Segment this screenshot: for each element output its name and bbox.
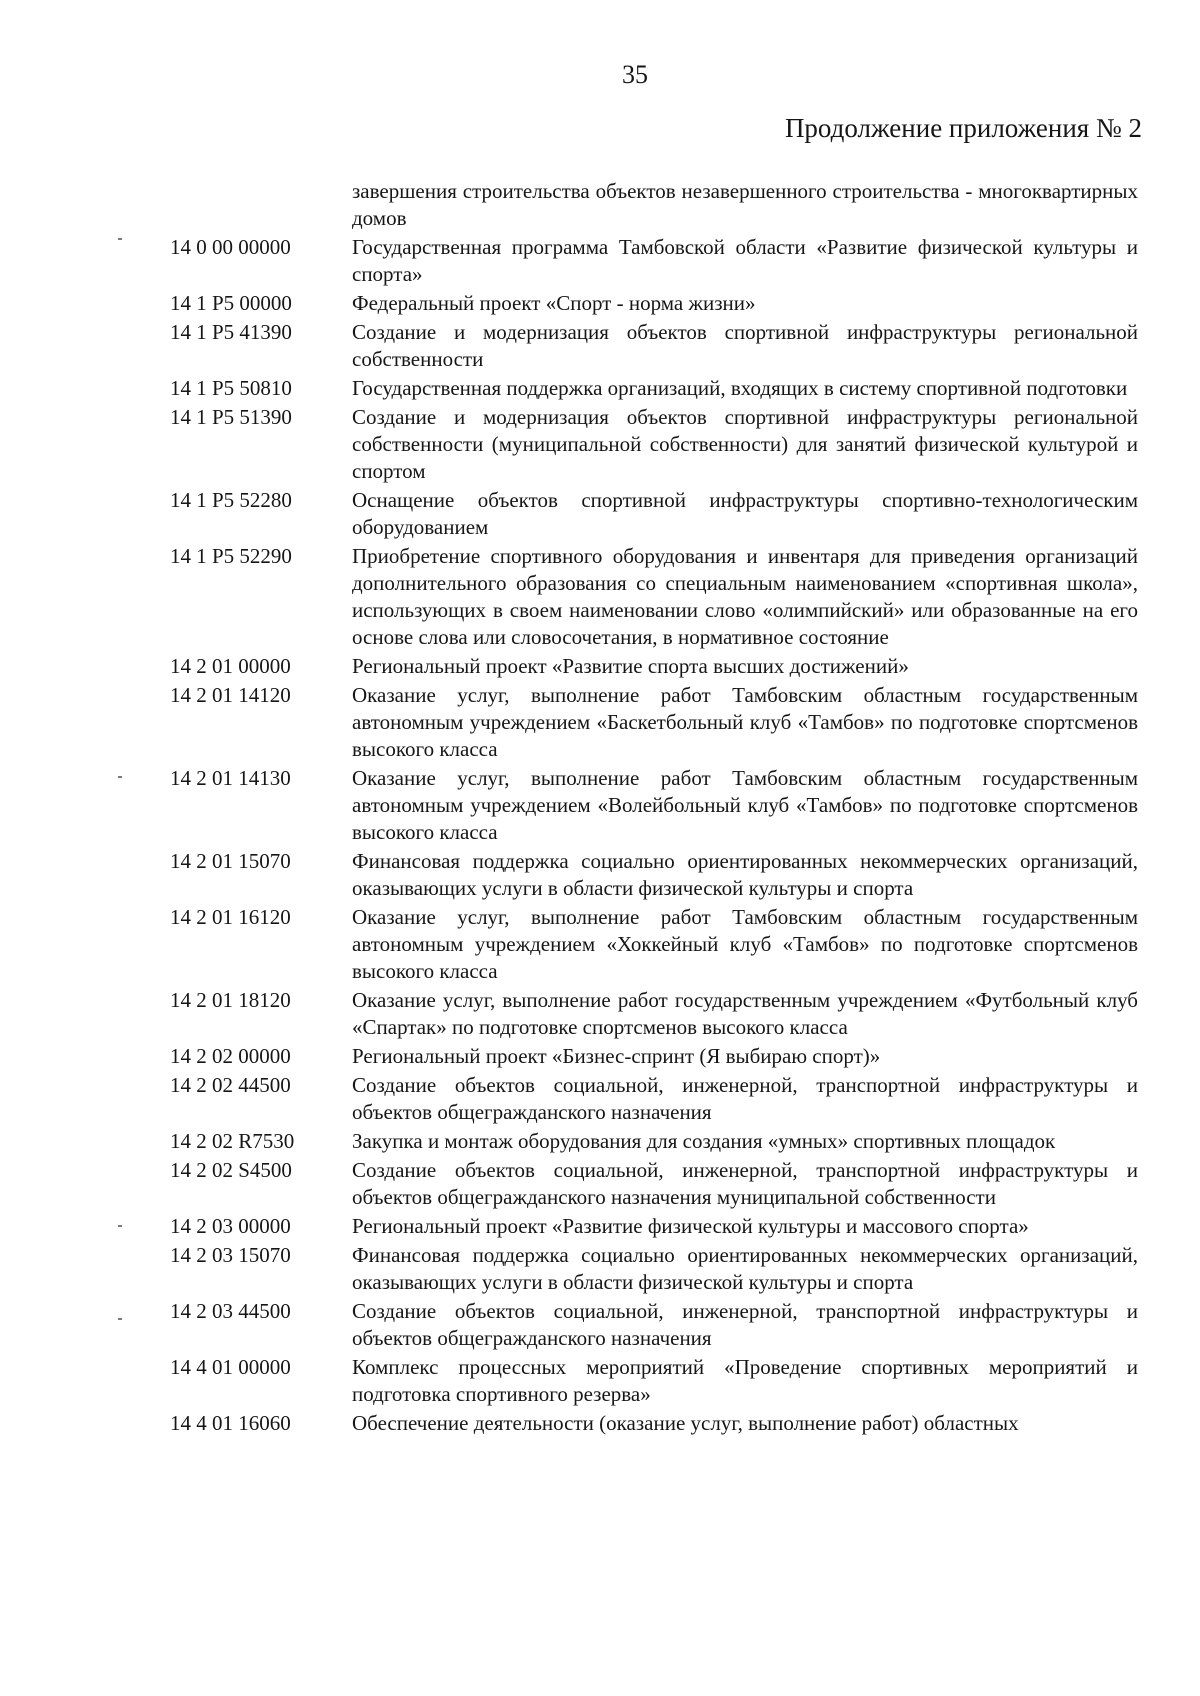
entry-description: Региональный проект «Развитие спорта высших достижений» [352, 654, 909, 678]
entry-code: 14 2 01 14130 [170, 766, 291, 790]
entry-description: Закупка и монтаж оборудования для создания «умных» спортивных площадок [352, 1129, 1056, 1153]
entry-code: 14 2 01 14120 [170, 683, 291, 707]
entry-code: 14 2 02 S4500 [170, 1158, 292, 1182]
entry-code: 14 1 P5 41390 [170, 320, 292, 344]
entry-code: 14 2 03 15070 [170, 1243, 291, 1267]
list-item [170, 653, 1138, 680]
entry-description: Региональный проект «Бизнес-спринт (Я выбираю спорт)» [352, 1044, 881, 1068]
entry-code: 14 2 03 00000 [170, 1214, 291, 1238]
entry-description: Оказание услуг, выполнение работ государственным учреждением «Футбольный клуб «Спартак» по подготовке спортсменов высокого класса [352, 988, 1138, 1039]
list-item [170, 904, 1138, 985]
entry-code: 14 2 02 00000 [170, 1044, 291, 1068]
entry-description: Приобретение спортивного оборудования и инвентаря для приведения организаций дополнительного образования со специальным наименованием «спортивная школа», использующих в своем наименовании слово «олимпийский» или образованные на его основе слова или словосочетания, в нормативное состояние [352, 544, 1138, 649]
list-item [170, 765, 1138, 846]
list-item [170, 1157, 1138, 1211]
entry-description: Обеспечение деятельности (оказание услуг, выполнение работ) областных [352, 1411, 1019, 1435]
entry-code: 14 2 01 18120 [170, 988, 291, 1012]
entry-description: Комплекс процессных мероприятий «Проведение спортивных мероприятий и подготовка спортивного резерва» [352, 1355, 1138, 1406]
entry-description: Финансовая поддержка социально ориентированных некоммерческих организаций, оказывающих услуги в области физической культуры и спорта [352, 1243, 1138, 1294]
list-item [170, 404, 1138, 485]
list-item [170, 543, 1138, 651]
entry-code: 14 1 P5 00000 [170, 291, 292, 315]
entry-description: Государственная программа Тамбовской области «Развитие физической культуры и спорта» [352, 235, 1138, 286]
list-item [170, 1072, 1138, 1126]
entry-code: 14 2 02 44500 [170, 1073, 291, 1097]
entry-description: Создание и модернизация объектов спортивной инфраструктуры региональной собственности (муниципальной собственности) для занятий физической культурой и спортом [352, 405, 1138, 483]
entry-description: завершения строительства объектов незавершенного строительства - многоквартирных домов [352, 179, 1138, 230]
classification-list [170, 178, 1138, 1439]
entry-code: 14 1 P5 50810 [170, 376, 292, 400]
entry-code: 14 2 03 44500 [170, 1299, 291, 1323]
entry-code: 14 2 02 R7530 [170, 1129, 295, 1153]
entry-code: 14 1 P5 52280 [170, 488, 292, 512]
list-item [170, 848, 1138, 902]
entry-code: 14 2 01 16120 [170, 905, 291, 929]
entry-description: Оказание услуг, выполнение работ Тамбовским областным государственным автономным учреждением «Баскетбольный клуб «Тамбов» по подготовке спортсменов высокого класса [352, 683, 1138, 761]
entry-description: Оказание услуг, выполнение работ Тамбовским областным государственным автономным учреждением «Волейбольный клуб «Тамбов» по подготовке спортсменов высокого класса [352, 766, 1138, 844]
entry-description: Региональный проект «Развитие физической культуры и массового спорта» [352, 1214, 1029, 1238]
entry-description: Оказание услуг, выполнение работ Тамбовским областным государственным автономным учреждением «Хоккейный клуб «Тамбов» по подготовке спортсменов высокого класса [352, 905, 1138, 983]
entry-code: 14 2 01 00000 [170, 654, 291, 678]
entry-code: 14 4 01 00000 [170, 1355, 291, 1379]
entry-description: Оснащение объектов спортивной инфраструктуры спортивно-технологическим оборудованием [352, 488, 1138, 539]
entry-description: Государственная поддержка организаций, входящих в систему спортивной подготовки [352, 376, 1128, 400]
list-item [170, 375, 1138, 402]
entry-description: Создание объектов социальной, инженерной, транспортной инфраструктуры и объектов общегражданского назначения муниципальной собственности [352, 1158, 1138, 1209]
margin-mark [118, 238, 122, 240]
list-item [170, 1128, 1138, 1155]
entry-code: 14 1 P5 51390 [170, 405, 292, 429]
entry-description: Финансовая поддержка социально ориентированных некоммерческих организаций, оказывающих услуги в области физической культуры и спорта [352, 849, 1138, 900]
list-item [170, 319, 1138, 373]
list-item [170, 1410, 1138, 1437]
entry-code: 14 4 01 16060 [170, 1411, 291, 1435]
margin-mark [118, 776, 122, 778]
entry-code: 14 2 01 15070 [170, 849, 291, 873]
list-item [170, 1298, 1138, 1352]
list-item [170, 290, 1138, 317]
entry-description: Федеральный проект «Спорт - норма жизни» [352, 291, 756, 315]
entry-description: Создание объектов социальной, инженерной, транспортной инфраструктуры и объектов общегражданского назначения [352, 1299, 1138, 1350]
page-number: 35 [622, 60, 648, 89]
list-item [170, 682, 1138, 763]
list-item [170, 1242, 1138, 1296]
list-item [170, 178, 1138, 232]
entry-code: 14 0 00 00000 [170, 235, 291, 259]
entry-description: Создание объектов социальной, инженерной, транспортной инфраструктуры и объектов общегражданского назначения [352, 1073, 1138, 1124]
list-item [170, 234, 1138, 288]
list-item [170, 987, 1138, 1041]
list-item [170, 487, 1138, 541]
margin-mark [118, 1225, 122, 1227]
margin-mark [118, 1318, 122, 1320]
list-item [170, 1213, 1138, 1240]
entry-code: 14 1 P5 52290 [170, 544, 292, 568]
entry-description: Создание и модернизация объектов спортивной инфраструктуры региональной собственности [352, 320, 1138, 371]
list-item [170, 1043, 1138, 1070]
list-item [170, 1354, 1138, 1408]
page-header: Продолжение приложения № 2 [784, 113, 1142, 143]
